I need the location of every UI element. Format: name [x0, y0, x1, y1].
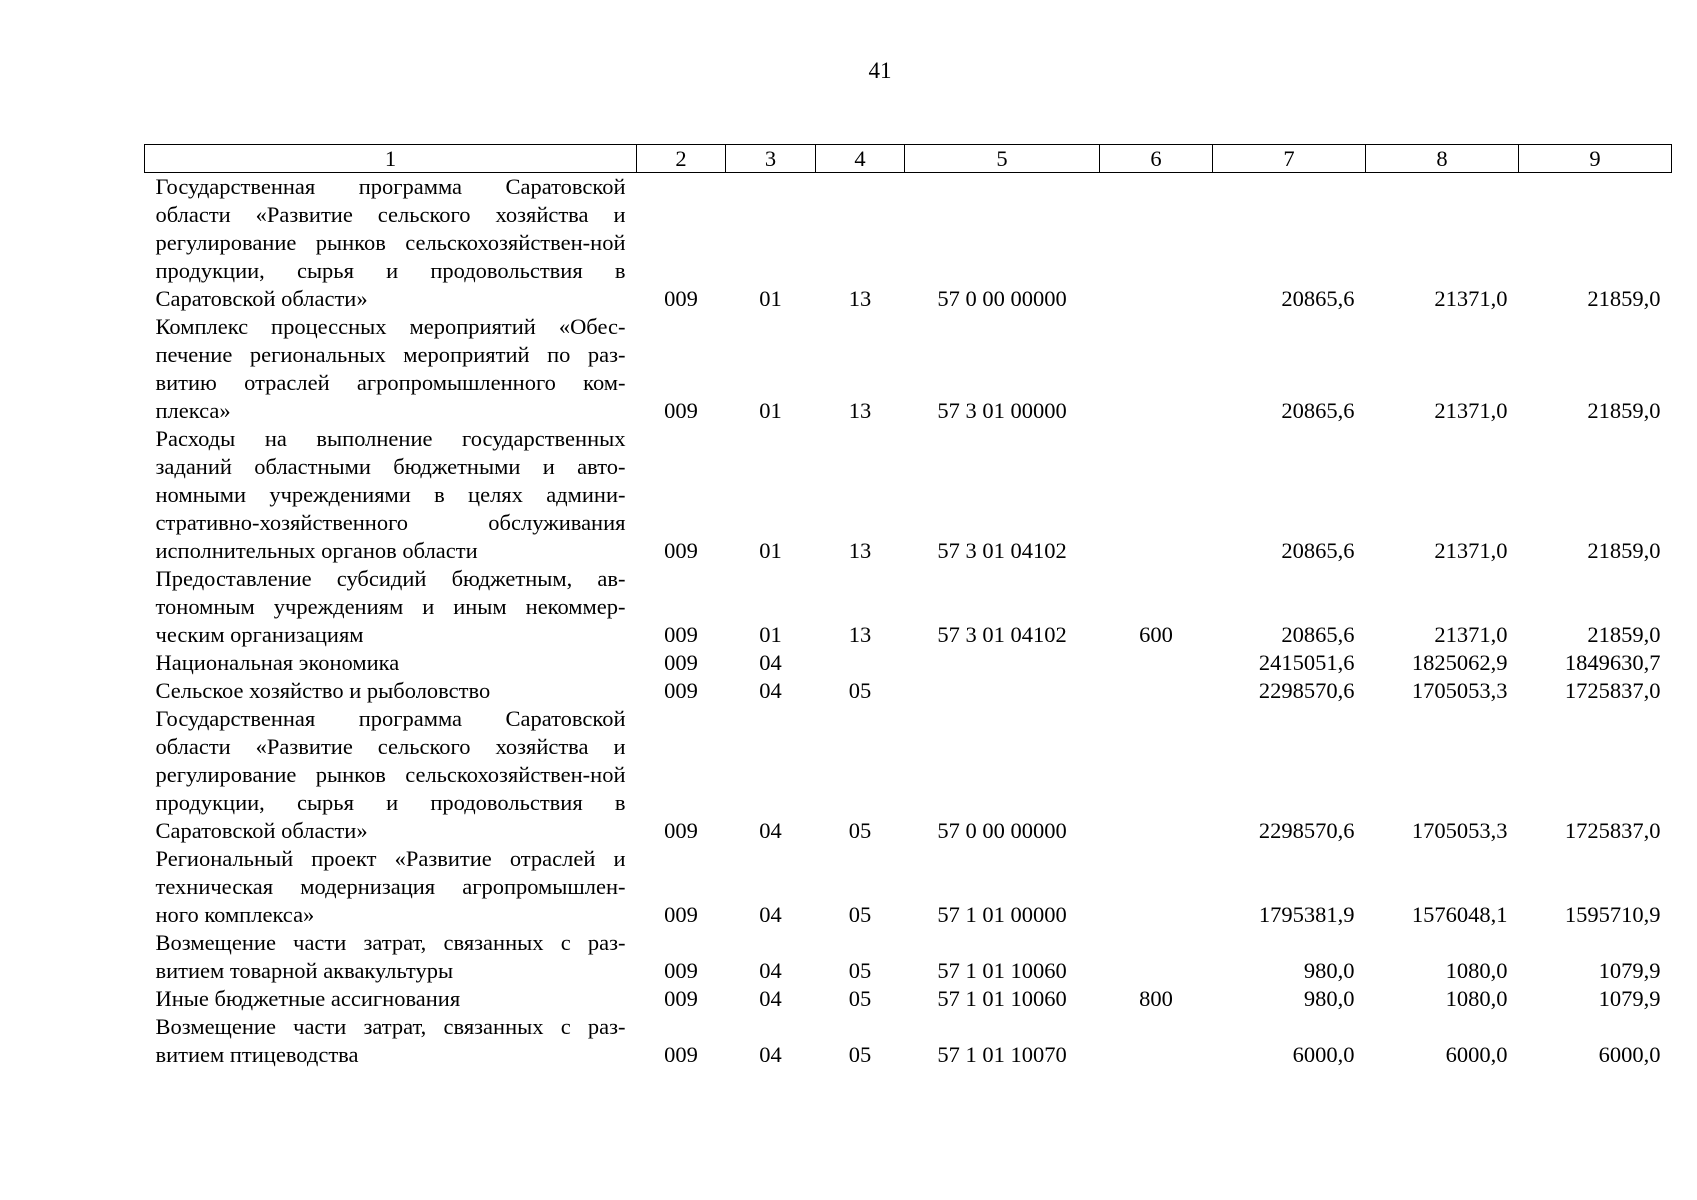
cell-amount-col9: 1079,9 [1598, 986, 1661, 1011]
table-row [145, 677, 1672, 705]
table-row [145, 565, 1672, 649]
cell-department: 009 [664, 986, 698, 1011]
column-header: 9 [1519, 145, 1672, 173]
cell-expense-type [1100, 1013, 1213, 1069]
cell-target-item: 57 3 01 04102 [937, 538, 1067, 563]
cell-amount-col9: 21859,0 [1587, 538, 1661, 563]
cell-expense-type [1100, 649, 1213, 677]
column-header: 8 [1366, 145, 1519, 173]
cell-amount-col8: 21371,0 [1434, 398, 1508, 423]
table-row [145, 173, 1672, 314]
cell-subsection: 13 [848, 286, 872, 311]
cell-target-item: 57 1 01 10070 [937, 1042, 1067, 1067]
cell-department: 009 [664, 818, 698, 843]
cell-target-item: 57 3 01 00000 [937, 398, 1067, 423]
row-name: Национальная экономика [155, 650, 400, 675]
cell-expense-type [1100, 929, 1213, 985]
row-name: Возмещение части затрат, связанных с раз-витием птицеводства [155, 1014, 626, 1067]
cell-expense-type [1100, 845, 1213, 929]
cell-amount-col9: 1725837,0 [1564, 818, 1661, 843]
column-header: 3 [726, 145, 816, 173]
cell-amount-col7: 6000,0 [1292, 1042, 1355, 1067]
cell-amount-col7: 20865,6 [1281, 398, 1355, 423]
cell-department: 009 [664, 622, 698, 647]
cell-subsection: 05 [848, 902, 872, 927]
cell-subsection: 13 [848, 538, 872, 563]
cell-section: 01 [759, 398, 782, 423]
table-row [145, 425, 1672, 565]
table-row [145, 985, 1672, 1013]
header-row [145, 145, 1672, 173]
cell-expense-type [1100, 677, 1213, 705]
cell-department: 009 [664, 902, 698, 927]
row-name: Сельское хозяйство и рыболовство [155, 678, 491, 703]
cell-amount-col7: 20865,6 [1281, 622, 1355, 647]
cell-amount-col9: 1595710,9 [1564, 902, 1661, 927]
cell-amount-col9: 6000,0 [1598, 1042, 1661, 1067]
cell-expense-type: 800 [1139, 986, 1173, 1011]
cell-subsection: 05 [848, 1042, 872, 1067]
cell-subsection: 13 [848, 398, 872, 423]
cell-department: 009 [664, 650, 698, 675]
cell-amount-col9: 21859,0 [1587, 398, 1661, 423]
table-row [145, 649, 1672, 677]
cell-amount-col7: 1795381,9 [1258, 902, 1355, 927]
table-row [145, 845, 1672, 929]
budget-table [144, 144, 1672, 1069]
cell-expense-type [1100, 173, 1213, 314]
cell-amount-col8: 21371,0 [1434, 622, 1508, 647]
cell-section: 04 [759, 902, 782, 927]
cell-section: 01 [759, 622, 782, 647]
cell-amount-col7: 980,0 [1303, 958, 1355, 983]
cell-department: 009 [664, 538, 698, 563]
cell-amount-col7: 980,0 [1303, 986, 1355, 1011]
cell-section: 04 [759, 818, 782, 843]
cell-amount-col9: 1849630,7 [1564, 650, 1661, 675]
cell-section: 04 [759, 958, 782, 983]
cell-subsection: 13 [848, 622, 872, 647]
cell-amount-col8: 1705053,3 [1411, 818, 1508, 843]
row-name: Возмещение части затрат, связанных с раз-витием товарной аквакультуры [155, 930, 626, 983]
column-header: 2 [637, 145, 726, 173]
cell-department: 009 [664, 286, 698, 311]
cell-section: 04 [759, 986, 782, 1011]
cell-amount-col7: 20865,6 [1281, 538, 1355, 563]
column-header: 5 [905, 145, 1100, 173]
cell-amount-col8: 21371,0 [1434, 286, 1508, 311]
cell-department: 009 [664, 678, 698, 703]
cell-department: 009 [664, 398, 698, 423]
cell-target-item: 57 1 01 00000 [937, 902, 1067, 927]
cell-amount-col9: 1725837,0 [1564, 678, 1661, 703]
cell-amount-col8: 1080,0 [1445, 986, 1508, 1011]
cell-expense-type: 600 [1139, 622, 1173, 647]
cell-amount-col8: 1705053,3 [1411, 678, 1508, 703]
column-header: 7 [1213, 145, 1366, 173]
cell-amount-col9: 1079,9 [1598, 958, 1661, 983]
row-name: Комплекс процессных мероприятий «Обес-печение региональных мероприятий по раз-витию отраслей агропромышленного ком-плекса» [155, 314, 626, 423]
table-row [145, 313, 1672, 425]
cell-target-item: 57 1 01 10060 [937, 986, 1067, 1011]
cell-amount-col7: 2298570,6 [1258, 818, 1355, 843]
row-name: Расходы на выполнение государственных заданий областными бюджетными и авто-номными учреждениями в целях админи-стративно-хозяйственного обслуживания исполнительных органов области [155, 426, 626, 563]
cell-target-item: 57 0 00 00000 [937, 286, 1067, 311]
table-row [145, 929, 1672, 985]
table-row [145, 705, 1672, 845]
page-number: 41 [868, 58, 892, 83]
cell-target-item: 57 3 01 04102 [937, 622, 1067, 647]
cell-expense-type [1100, 313, 1213, 425]
cell-amount-col8: 1825062,9 [1411, 650, 1508, 675]
cell-target-item: 57 1 01 10060 [937, 958, 1067, 983]
cell-section: 04 [759, 650, 782, 675]
cell-section: 01 [759, 538, 782, 563]
cell-amount-col7: 2298570,6 [1258, 678, 1355, 703]
cell-amount-col7: 20865,6 [1281, 286, 1355, 311]
cell-subsection: 05 [848, 958, 872, 983]
cell-department: 009 [664, 1042, 698, 1067]
cell-department: 009 [664, 958, 698, 983]
cell-amount-col9: 21859,0 [1587, 286, 1661, 311]
cell-section: 01 [759, 286, 782, 311]
row-name: Региональный проект «Развитие отраслей и техническая модернизация агропромышлен-ного комплекса» [155, 846, 626, 927]
cell-section: 04 [759, 678, 782, 703]
column-header: 1 [145, 145, 637, 173]
cell-target-item [905, 649, 1100, 677]
cell-amount-col7: 2415051,6 [1258, 650, 1355, 675]
cell-amount-col8: 1080,0 [1445, 958, 1508, 983]
cell-expense-type [1100, 705, 1213, 845]
row-name: Государственная программа Саратовской области «Развитие сельского хозяйства и регулирование рынков сельскохозяйствен-ной продукции, сырья и продовольствия в Саратовской области» [155, 706, 626, 843]
row-name: Иные бюджетные ассигнования [155, 986, 461, 1011]
cell-amount-col8: 6000,0 [1445, 1042, 1508, 1067]
cell-subsection: 05 [848, 986, 872, 1011]
cell-subsection: 05 [848, 818, 872, 843]
row-name: Предоставление субсидий бюджетным, ав-тономным учреждениям и иным некоммер-ческим организациям [155, 566, 626, 647]
cell-expense-type [1100, 425, 1213, 565]
cell-amount-col8: 21371,0 [1434, 538, 1508, 563]
cell-amount-col8: 1576048,1 [1411, 902, 1508, 927]
cell-subsection: 05 [848, 678, 872, 703]
cell-target-item [905, 677, 1100, 705]
cell-subsection [816, 649, 905, 677]
cell-target-item: 57 0 00 00000 [937, 818, 1067, 843]
column-header: 4 [816, 145, 905, 173]
column-header: 6 [1100, 145, 1213, 173]
cell-section: 04 [759, 1042, 782, 1067]
cell-amount-col9: 21859,0 [1587, 622, 1661, 647]
table-row [145, 1013, 1672, 1069]
row-name: Государственная программа Саратовской области «Развитие сельского хозяйства и регулирование рынков сельскохозяйствен-ной продукции, сырья и продовольствия в Саратовской области» [155, 174, 626, 311]
